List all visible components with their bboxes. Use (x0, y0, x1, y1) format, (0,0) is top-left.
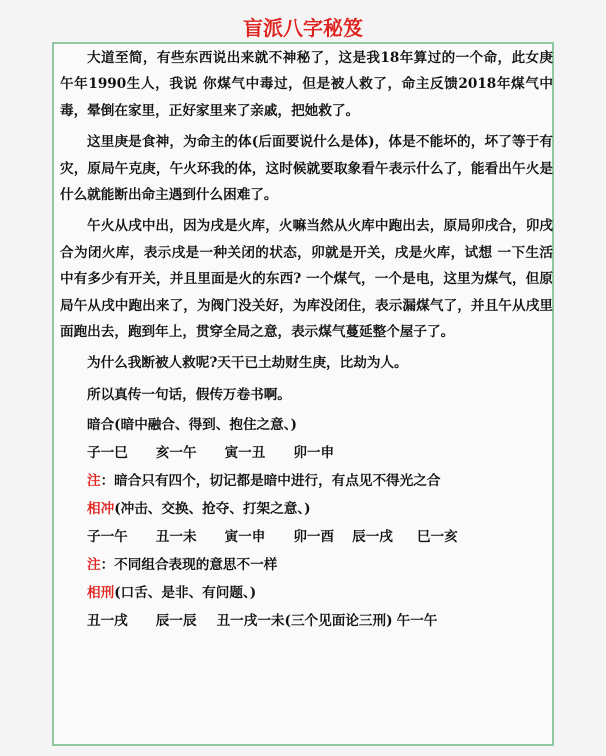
xiangxing-pair: 辰一辰 (155, 613, 197, 630)
anhe-pair: 亥一午 (155, 445, 197, 462)
note-1-text: ：暗合只有四个，切记都是暗中进行，有点见不得光之合 (100, 473, 441, 490)
note-1-label: 注 (87, 473, 101, 490)
paragraph-4: 为什么我断被人救呢?天干已土劫财生庚，比劫为人。 (87, 355, 408, 372)
xiangxing-heading (60, 582, 553, 604)
xiangxing-desc: (口舌、是非、有问题、) (114, 585, 257, 602)
xiangxing-label: 相刑 (87, 585, 115, 602)
document-body (60, 45, 553, 632)
note-1 (60, 470, 553, 492)
anhe-pair: 子一巳 (87, 445, 128, 462)
note-2-label: 注 (87, 557, 101, 574)
note-2 (60, 554, 553, 576)
note-2-text: ：不同组合表现的意思不一样 (100, 557, 278, 574)
anhe-pair: 卯一申 (293, 445, 335, 462)
paragraph-2: 这里庚是食神，为命主的体(后面要说什么是体)，体是不能坏的，坏了等于有灾，原局午克庚，午火环我的体，这时候就要取象看午表示什么了，能看出午火是什么就能断出命主遇到什么困难了。 (60, 134, 553, 204)
xiangxing-pair: 午一午 (396, 613, 438, 630)
xiangchong-pair: 巳一亥 (416, 529, 458, 546)
xiangxing-pair: 丑一戌一未(三个见面论三刑) (216, 613, 393, 630)
xiangchong-pair: 丑一未 (155, 529, 197, 546)
xiangchong-pair: 子一午 (87, 529, 128, 546)
anhe-pair: 寅一丑 (224, 445, 266, 462)
xiangchong-pair: 寅一申 (224, 529, 266, 546)
xiangchong-pair: 卯一酉 (293, 529, 335, 546)
xiangchong-desc: (冲击、交换、抢夺、打架之意、) (114, 501, 311, 518)
anhe-heading: 暗合(暗中融合、得到、抱住之意、) (87, 417, 297, 434)
xiangchong-pairs-row (60, 526, 553, 548)
xiangchong-label: 相冲 (87, 501, 115, 518)
xiangxing-pair: 丑一戌 (87, 613, 128, 630)
xiangchong-heading (60, 498, 553, 520)
xiangchong-pair: 辰一戌 (352, 529, 393, 546)
paragraph-5: 所以真传一句话，假传万卷书啊。 (87, 386, 291, 403)
paragraph-3: 午火从戌中出，因为戌是火库，火嘛当然从火库中跑出去，原局卯戌合，卯戌合为闭火库，表示戌是一种关闭的状态，卯就是开关，戌是火库，试想 一下生活中有多少有开关，并且里面是火的东西? 一个煤气，一个是电，这里为煤气，但原局午从戌中跑出来了，为阀门没关好，为库没闭住，表示漏煤气了，并且午从戌里面跑出去，跑到年上，贯穿全局之意，表示煤气蔓延整个屋子了。 (60, 218, 553, 341)
anhe-pairs-row (60, 442, 553, 464)
xiangxing-pairs-row (60, 610, 553, 632)
document-title: 盲派八字秘笈 (243, 16, 363, 40)
paragraph-1: 大道至简，有些东西说出来就不神秘了，这是我18年算过的一个命，此女庚午年1990生人，我说 你煤气中毒过，但是被人救了，命主反馈2018年煤气中毒，晕倒在家里，正好家里来了亲戚，把她救了。 (60, 50, 553, 119)
